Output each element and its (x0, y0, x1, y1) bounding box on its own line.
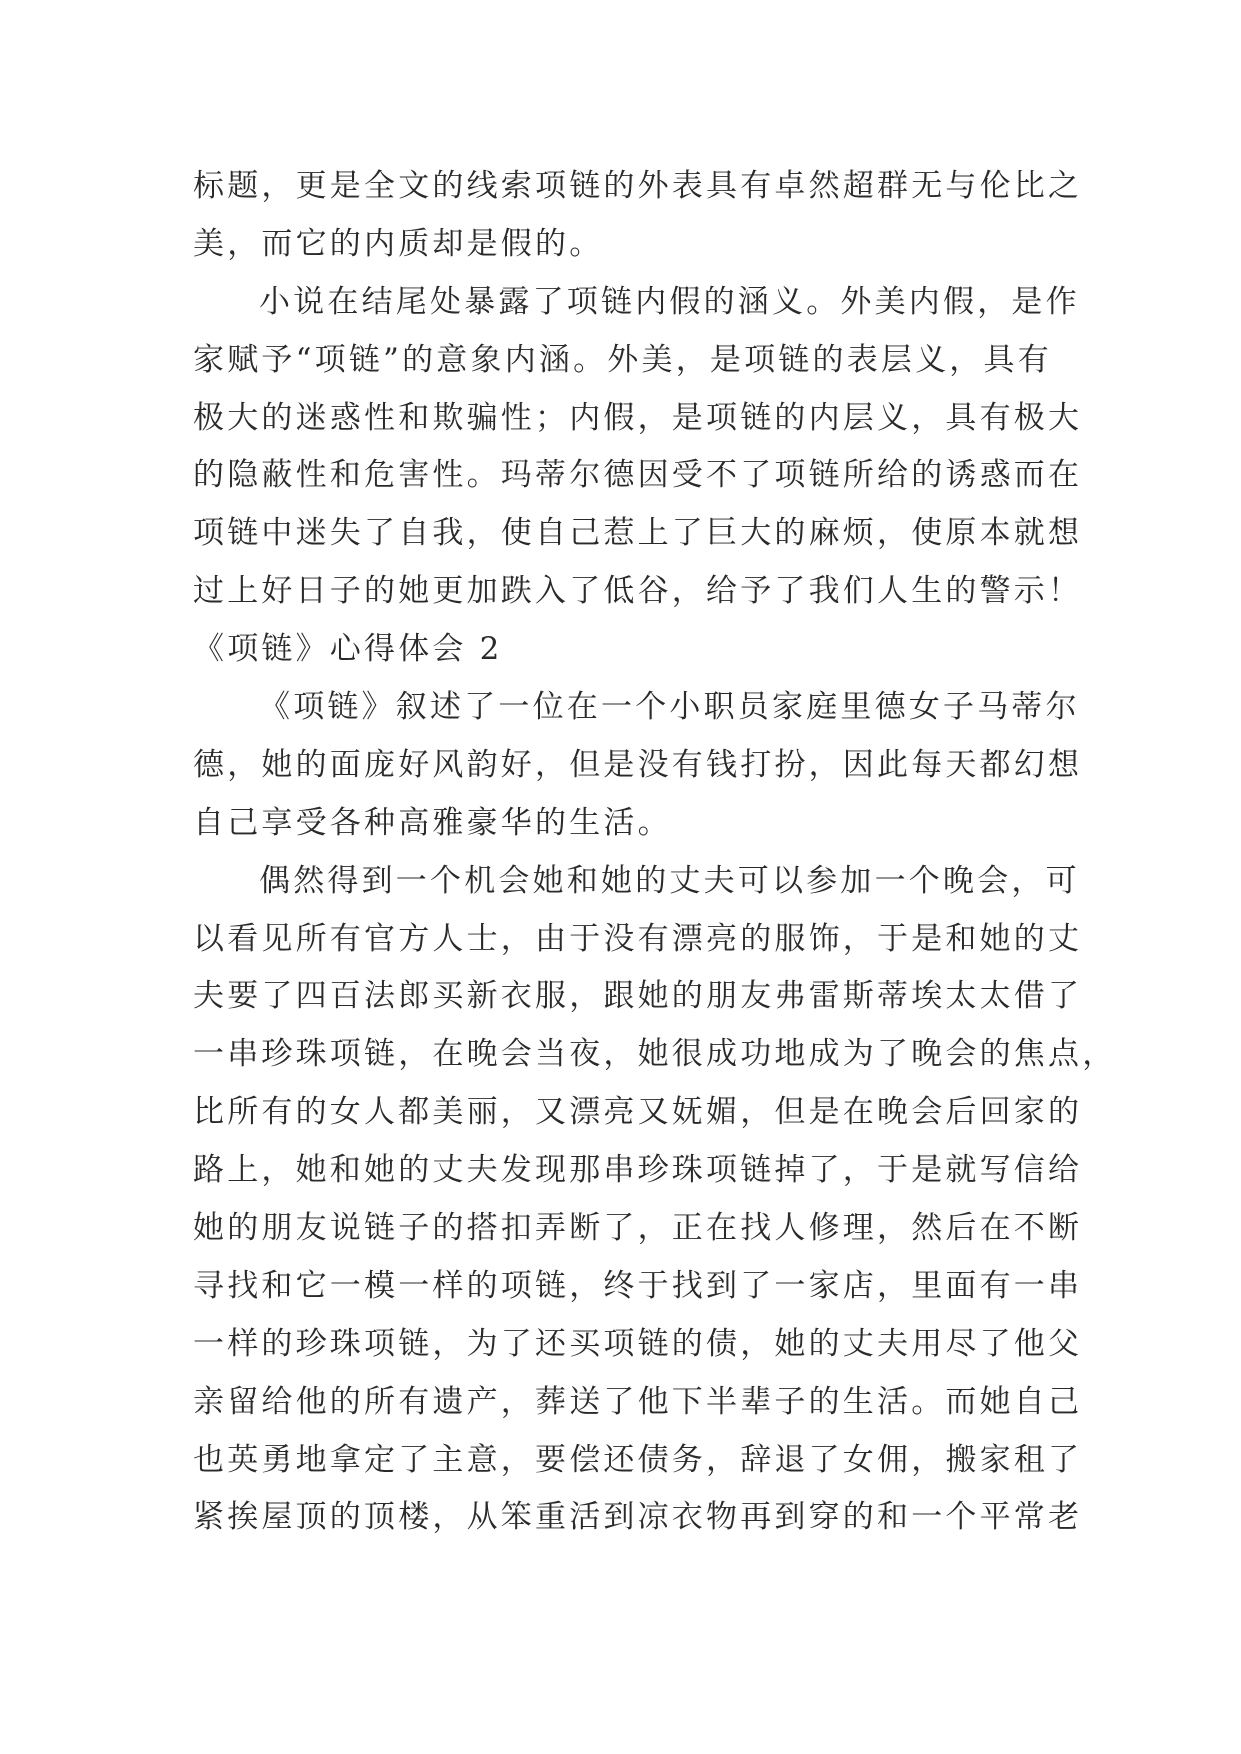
text-line: 《项链》心得体会 2 (193, 631, 503, 668)
text-line: 自己享受各种高雅豪华的生活。 (193, 804, 672, 841)
text-line: 过上好日子的她更加跌入了低谷，给予了我们人生的警示！ (193, 573, 1083, 610)
text-line: 偶然得到一个机会她和她的丈夫可以参加一个晚会，可 (259, 862, 1080, 899)
text-line: 极大的迷惑性和欺骗性；内假，是项链的内层义，具有极大 (193, 399, 1083, 436)
text-line: 路上，她和她的丈夫发现那串珍珠项链掉了，于是就写信给 (193, 1152, 1083, 1189)
text-line: 亲留给他的所有遗产，葬送了他下半辈子的生活。而她自己 (193, 1383, 1083, 1420)
text-line: 她的朋友说链子的搭扣弄断了，正在找人修理，然后在不断 (193, 1210, 1083, 1247)
text-line: 美，而它的内质却是假的。 (193, 225, 604, 262)
text-line: 以看见所有官方人士，由于没有漂亮的服饰，于是和她的丈 (193, 920, 1083, 957)
text-line: 寻找和它一模一样的项链，终于找到了一家店，里面有一串 (193, 1267, 1083, 1304)
text-line: 项链中迷失了自我，使自己惹上了巨大的麻烦，使原本就想 (193, 515, 1083, 552)
document-body (193, 158, 1117, 1547)
text-line: 标题，更是全文的线索项链的外表具有卓然超群无与伦比之 (193, 168, 1083, 204)
text-line: 一串珍珠项链，在晚会当夜，她很成功地成为了晚会的焦点， (193, 1036, 1117, 1073)
text-line: 一样的珍珠项链，为了还买项链的债，她的丈夫用尽了他父 (193, 1325, 1083, 1362)
text-line: 《项链》叙述了一位在一个小职员家庭里德女子马蒂尔 (259, 689, 1080, 726)
text-line: 家赋予“项链”的意象内涵。外美，是项链的表层义，具有 (193, 341, 1052, 378)
text-line: 夫要了四百法郎买新衣服，跟她的朋友弗雷斯蒂埃太太借了 (193, 978, 1083, 1015)
text-line: 小说在结尾处暴露了项链内假的涵义。外美内假，是作 (259, 283, 1080, 320)
text-line: 德，她的面庞好风韵好，但是没有钱打扮，因此每天都幻想 (193, 746, 1083, 783)
text-line: 也英勇地拿定了主意，要偿还债务，辞退了女佣，搬家租了 (193, 1441, 1083, 1478)
text-line: 的隐蔽性和危害性。玛蒂尔德因受不了项链所给的诱惑而在 (193, 457, 1083, 494)
text-line: 紧挨屋顶的顶楼，从笨重活到凉衣物再到穿的和一个平常老 (193, 1499, 1083, 1536)
text-line: 比所有的女人都美丽，又漂亮又妩媚，但是在晚会后回家的 (193, 1094, 1083, 1131)
